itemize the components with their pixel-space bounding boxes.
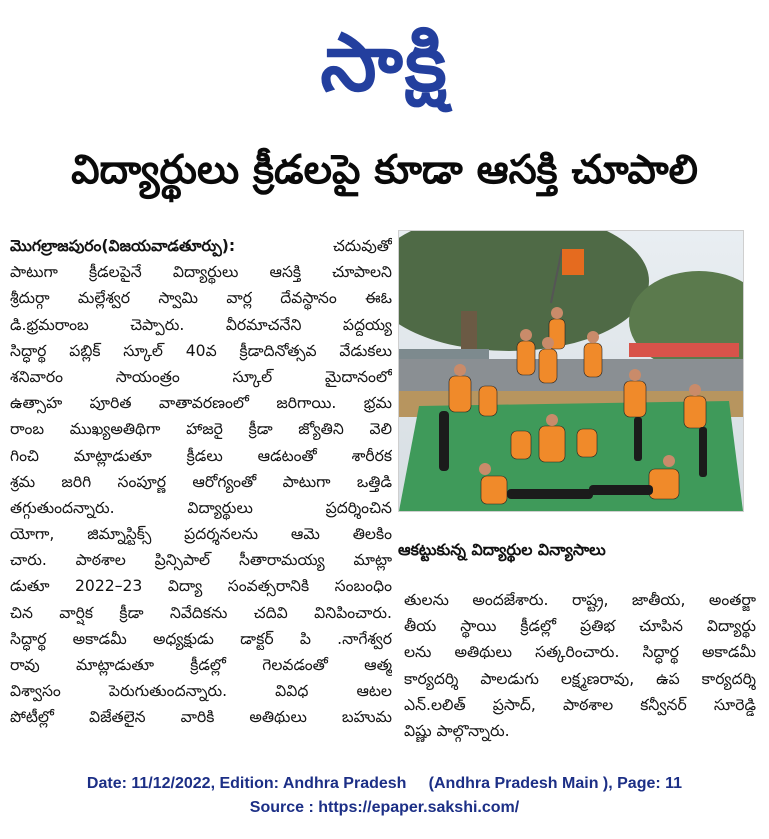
article-photo <box>398 230 744 512</box>
sakshi-logo: సాక్షి <box>320 16 449 109</box>
article-line: తగ్గుతుందన్నారు. విద్యార్థులు ప్రదర్శించిన <box>10 498 392 517</box>
article-line: రావు మాట్లాడుతూ క్రీడల్లో గెలవడంతో ఆత్మ <box>10 656 392 674</box>
photo-gymnast <box>511 431 531 459</box>
article-line: తులను అందజేశారు. రాష్ట్ర, జాతీయ, అంతర్జా <box>404 591 756 609</box>
photo-gymnast <box>577 429 597 457</box>
epaper-footer <box>0 772 769 820</box>
photo-gymnast <box>481 476 507 504</box>
article-line: రాంబ ముఖ్యఅతిథిగా హాజరై క్రీడా జ్యోతిని వెలి <box>10 420 392 439</box>
photo-gymnast-head <box>689 384 701 396</box>
article-line: డుతూ 2022–23 విద్యా సంవత్సరానికి సంబంధిం <box>10 577 392 596</box>
photo-gymnast-legs <box>507 489 593 499</box>
article-line: గించి మాట్లాడుతూ క్రీడలు ఆడటంతో శారీరక <box>10 446 392 465</box>
photo-gymnast <box>584 343 602 377</box>
photo-gymnast-legs <box>634 417 642 461</box>
photo-gymnast-head <box>663 455 675 467</box>
article-line: తీయ స్థాయి క్రీడల్లో ప్రతిభ చూపిన విద్యార్థు <box>404 617 756 636</box>
article-line-first <box>10 233 392 259</box>
article-line: శ్రమ జరిగి సంపూర్ణ ఆరోగ్యంతో పాటుగా ఒత్తిడి <box>10 472 392 491</box>
footer-source: Source : https://epaper.sakshi.com/ <box>249 799 520 816</box>
photo-flag <box>562 249 584 275</box>
photo-gymnast <box>517 341 535 375</box>
photo-gymnast-head <box>587 331 599 343</box>
photo-gymnast-head <box>629 369 641 381</box>
photo-gymnast-head <box>546 414 558 426</box>
masthead <box>0 8 769 128</box>
article-line: పోటీల్లో విజేతలైన వారికి అతిథులు బహుమ <box>10 708 392 727</box>
photo-gymnast-head <box>542 337 554 349</box>
article-line: యోగా, జిమ్నాస్టిక్స్ ప్రదర్శనలను ఆమె తిలకిం <box>10 525 392 544</box>
article-line: చారు. పాఠశాల ప్రిన్సిపాల్ సీతారామయ్య మాట్లా <box>10 551 392 570</box>
article-line: విశ్వాసం పెరుగుతుందన్నారు. వివిధ ఆటల <box>10 682 392 701</box>
photo-gymnast <box>624 381 646 417</box>
article-line-text: చదువుతో <box>235 237 392 255</box>
photo-gymnast-legs <box>589 485 653 495</box>
footer-date-edition: Date: 11/12/2022, Edition: Andhra Pradesh (Andhra Pradesh Main ), Page: 11 <box>86 775 683 792</box>
article-line: విష్ణు పాల్గొన్నారు. <box>404 721 510 740</box>
article-line: కార్యదర్శి పాలడుగు లక్ష్మణరావు, ఉప కార్యదర్శి <box>404 669 756 688</box>
article-line: శ్రీదుర్గా మల్లేశ్వర స్వామి వార్ల దేవస్థానం ఈఓ <box>10 289 392 308</box>
article-dateline: మొగల్రాజపురం(విజయవాడతూర్పు): <box>10 237 236 255</box>
photo-gymnast <box>539 349 557 383</box>
photo-gymnast-head <box>454 364 466 376</box>
photo-caption: ఆకట్టుకున్న విద్యార్థుల విన్యాసాలు <box>398 540 606 559</box>
article-line: సిద్ధార్థ పబ్లిక్ స్కూల్ 40వ క్రీడాదినోత్సవ వేడుకలు <box>10 341 392 360</box>
photo-gymnast-head <box>551 307 563 319</box>
article-line: సిద్ధార్థ అకాడమీ అధ్యక్షుడు డాక్టర్ పి .నాగేశ్వర <box>10 629 392 648</box>
article-left-column <box>10 233 392 731</box>
photo-gymnast <box>479 386 497 416</box>
article-line: పాటుగా క్రీడలపైనే విద్యార్థులు ఆసక్తి చూపాలని <box>10 263 392 282</box>
photo-gymnast <box>539 426 565 462</box>
article-line: లను అతిథులు సత్కరించారు. సిద్ధార్థ అకాడమీ <box>404 643 756 662</box>
photo-tent <box>399 349 489 359</box>
photo-canopy-tent <box>629 343 739 357</box>
photo-gymnast-legs <box>439 411 449 471</box>
photo-gymnast <box>449 376 471 412</box>
photo-gymnast-legs <box>699 427 707 477</box>
article-line: శనివారం సాయంత్రం స్కూల్ మైదానంలో <box>10 367 392 386</box>
photo-gymnast-head <box>479 463 491 475</box>
article-headline: విద్యార్థులు క్రీడలపై కూడా ఆసక్తి చూపాలి <box>71 147 698 193</box>
article-right-column <box>404 587 756 744</box>
photo-gymnast-head <box>520 329 532 341</box>
photo-gymnast <box>649 469 679 499</box>
article-line: ఉత్సాహ పూరిత వాతావరణంలో జరిగాయి. భ్రమ <box>10 394 392 413</box>
article-line: డి.భ్రమరాంబ చెప్పారు. వీరమాచనేని పద్దయ్య <box>10 315 392 334</box>
photo-gymnast <box>684 396 706 428</box>
article-line: చిన వార్షిక క్రీడా నివేదికను చదివి వినిపించారు. <box>10 603 392 622</box>
article-line: ఎన్.లలిత్ ప్రసాద్, పాఠశాల కన్వీనర్ సూరెడ్డి <box>404 695 756 714</box>
